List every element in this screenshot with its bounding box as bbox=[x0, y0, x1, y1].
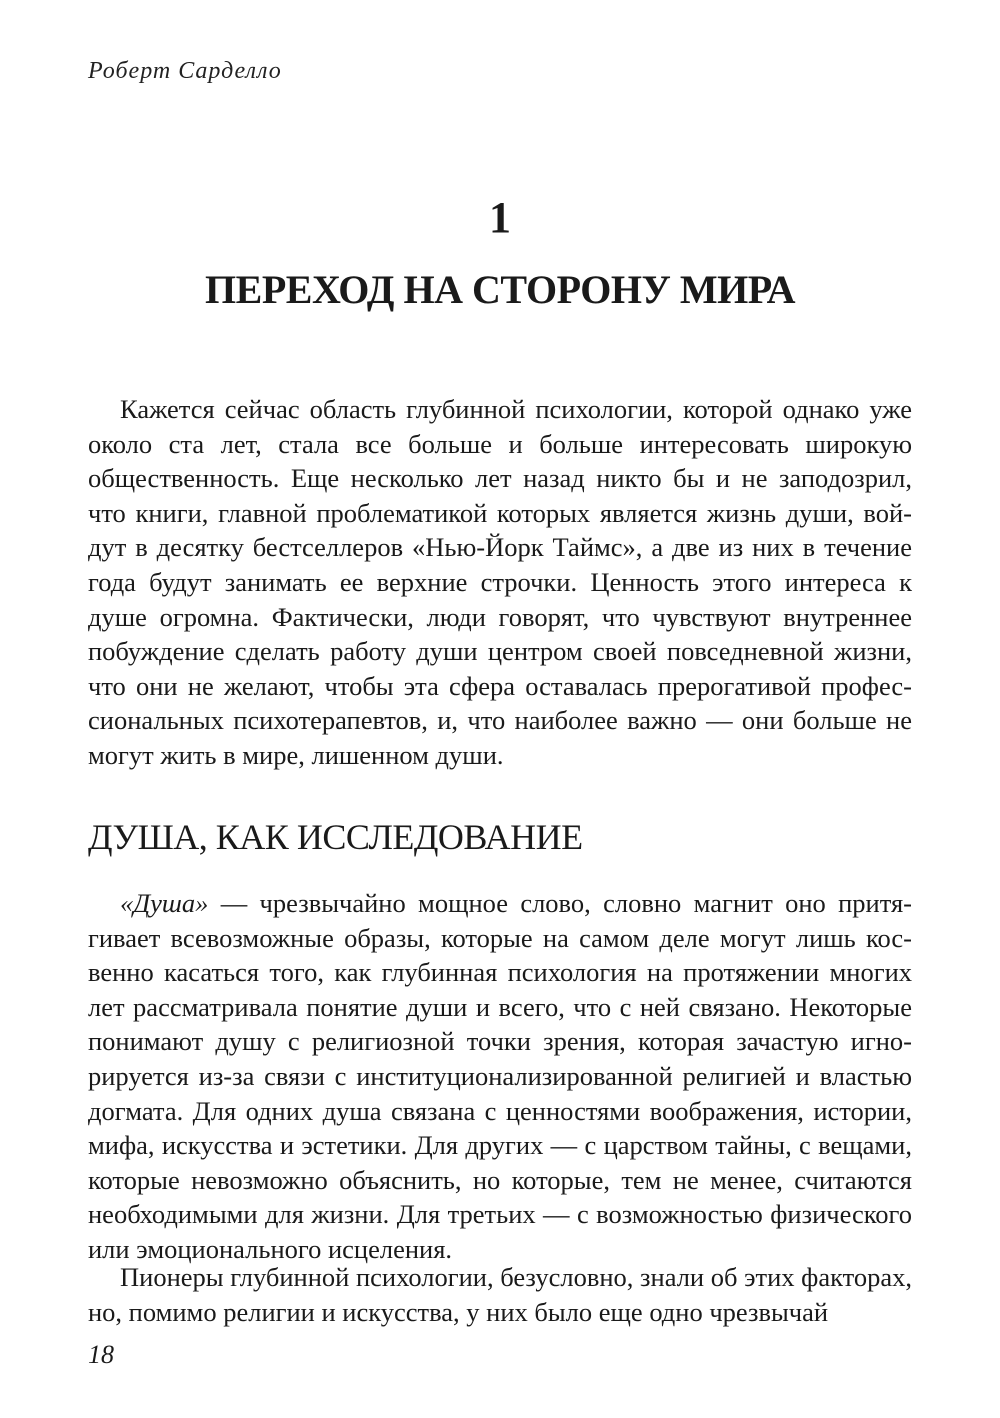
emphasized-word: «Душа» bbox=[120, 888, 209, 918]
running-head-author: Роберт Сарделло bbox=[88, 58, 282, 84]
chapter-number: 1 bbox=[489, 193, 511, 242]
chapter-title: ПЕРЕХОД НА СТОРОНУ МИРА bbox=[205, 267, 795, 312]
section-heading: ДУША, КАК ИССЛЕДОВАНИЕ bbox=[88, 817, 583, 857]
body-paragraph-2-text: — чрезвычайно мощное слово, словно магнит оно притягивает всевозможные образы, которые на самом деле могут лишь косвенно касаться того, как глубинная психология на протяжении многих лет рассматривала понятие души и всего, что с ней связано. Некоторые понимают душу с религиозной точки зрения, которая зачастую игнорируется из-за связи с институционализированной религией и властью догмата. Для одних душа связана с ценностями воображения, истории, мифа, искусства и эстетики. Для других — с царством тайны, с вещами, которые невозможно объяснить, но которые, тем не менее, считаются необходимыми для жизни. Для третьих — с возможностью физического или эмоционального исцеления. bbox=[88, 888, 912, 1264]
page-number: 18 bbox=[88, 1340, 114, 1369]
body-paragraph-2 bbox=[88, 886, 912, 1267]
body-paragraph-3: Пионеры глубинной психологии, безусловно, знали об этих факторах, но, помимо религии и искусства, у них было еще одно чрезвычай bbox=[88, 1262, 912, 1327]
body-paragraph-1: Кажется сейчас область глубинной психологии, которой однако уже около ста лет, стала все больше и больше интересовать широкую общественность. Еще несколько лет назад никто бы и не заподозрил, что книги, главной проблематикой которых является жизнь души, войдут в десятку бестселлеров «Нью-Йорк Таймс», а две из них в течение года будут занимать ее верхние строчки. Ценность этого интереса к душе огромна. Фактически, люди говорят, что чувствуют внутреннее побуждение сделать работу души центром своей повседневной жизни, что они не желают, чтобы эта сфера оставалась прерогативой профессиональных психотерапевтов, и, что наиболее важно — они больше не могут жить в мире, лишенном души. bbox=[88, 394, 912, 770]
